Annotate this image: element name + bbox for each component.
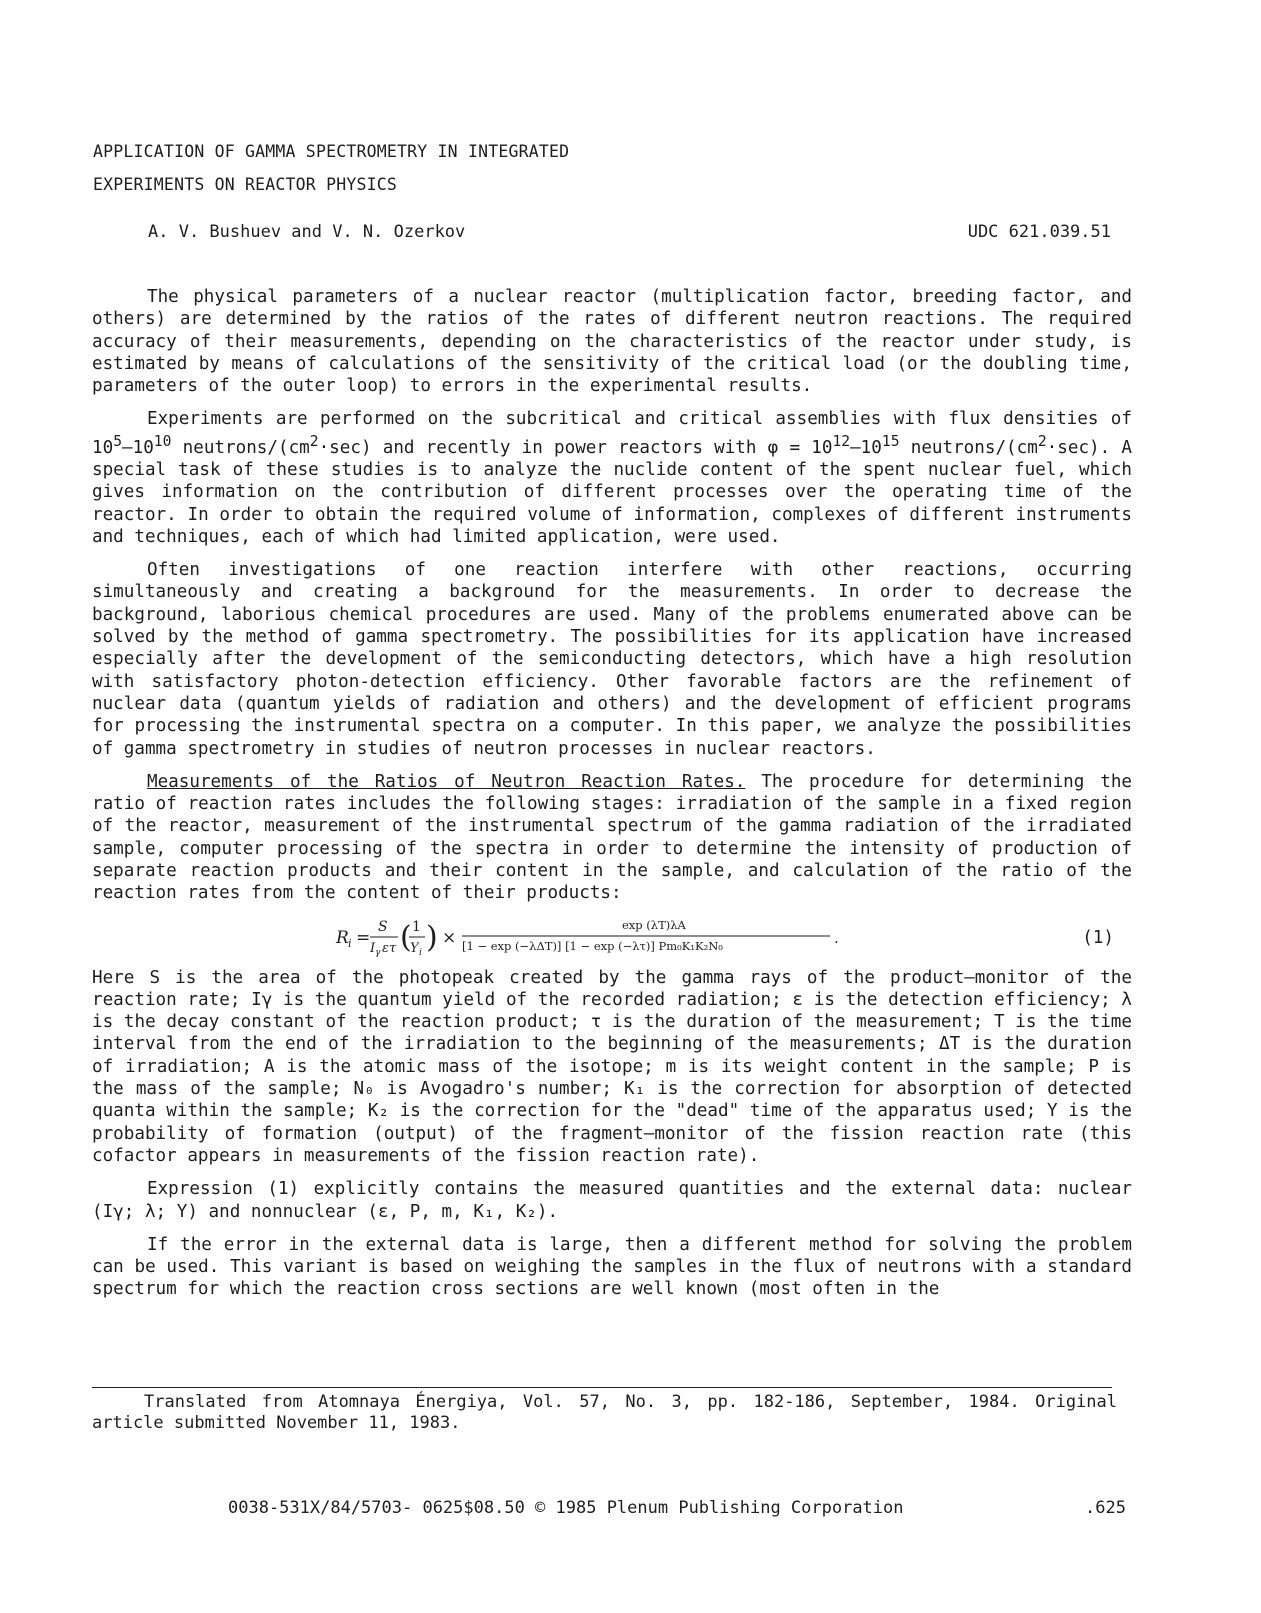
authors: A. V. Bushuev and V. N. Ozerkov: [148, 222, 466, 242]
title-line-2: EXPERIMENTS ON REACTOR PHYSICS: [93, 175, 398, 194]
page-number: .625: [1085, 1498, 1126, 1518]
svg-text:.: .: [834, 928, 839, 947]
svg-text:×: ×: [442, 927, 457, 948]
svg-text:): ): [426, 919, 438, 955]
udc-code: UDC 621.039.51: [967, 222, 1111, 242]
svg-text:i: i: [419, 947, 422, 958]
svg-text:ετ: ετ: [382, 940, 397, 956]
eq-lhs-sub: i: [348, 936, 352, 950]
paragraph-3: Often investigations of one reaction interfere with other reactions, occurring simultaneously and creating a background for the measurements. In order to decrease the background, laborious chemical procedures are used. Many of the problems enumerated above can be solved by the method of gamma spectrometry. The possibilities for its application have increased especially after the development of the semiconducting detectors, which have a high resolution with satisfactory photon-detection efficiency. Other favorable factors are the refinement of nuclear data (quantum yields of radiation and others) and the development of efficient programs for processing the instrumental spectra on a computer. In this paper, we analyze the possibilities of gamma spectrometry in studies of neutron processes in nuclear reactors.: [92, 560, 1132, 759]
eq-frac2-num: 1: [412, 918, 421, 935]
footnote: Translated from Atomnaya Énergiya, Vol. 57, No. 3, pp. 182-186, September, 1984. Original article submitted November 11, 1983.: [92, 1392, 1117, 1433]
paragraph-6: Expression (1) explicitly contains the measured quantities and the external data: nuclear (Iγ; λ; Y) and nonnuclear (ε, P, m, K₁, K₂).: [92, 1179, 1132, 1222]
paragraph-5: Here S is the area of the photopeak created by the gamma rays of the product–monitor of the reaction rate; Iγ is the quantum yield of the recorded radiation; ε is the detection efficiency; λ is the decay constant of the reaction product; τ is the duration of the measurement; T is the time interval from the end of the irradiation to the beginning of the measurements; ΔT is the duration of irradiation; A is the atomic mass of the isotope; m is its weight content in the sample; P is the mass of the sample; N₀ is Avogadro's number; K₁ is the correction for absorption of detected quanta within the sample; K₂ is the correction for the "dead" time of the apparatus used; Y is the probability of formation (output) of the fragment–monitor of the fission reaction rate (this cofactor appears in measurements of the fission reaction rate).: [92, 967, 1132, 1166]
paragraph-2: Experiments are performed on the subcritical and critical assemblies with flux densities of $10^5-10^{10}$ neutrons/$(cm^2\cdot\sec)$ and recently in power reactors with $\varphi = 10^{12}-10^{15}$ neutrons/$(cm^2\cdot\sec)$. A special task of these studies is to analyze the nuclide content of the spent nuclear fuel, which gives information on the contribution of different processes over the operating time of the reactor. In order to obtain the required volume of information, complexes of different instruments and techniques, each of which had limited application, were used.: [92, 409, 1133, 547]
section-heading: Measurements of the Ratios of Neutron Reaction Rates.: [147, 771, 746, 792]
footer-copyright: 0038-531X/84/5703- 0625$08.50 © 1985 Plenum Publishing Corporation: [228, 1498, 904, 1518]
equation-number: (1): [1082, 927, 1114, 948]
svg-text:I: I: [370, 940, 376, 956]
equation-1: [92, 913, 1132, 963]
eq-frac3-den: [1 − exp (−λΔT)] [1 − exp (−λτ)] Pm₀K₁K₂N₀: [462, 938, 723, 953]
svg-text:γ: γ: [375, 947, 381, 958]
paragraph-1: The physical parameters of a nuclear reactor (multiplication factor, breeding factor, and others) are determined by the ratios of the rates of different neutron reactions. The required accuracy of their measurements, depending on the characteristics of the reactor under study, is estimated by means of calculations of the sensitivity of the critical load (or the doubling time, parameters of the outer loop) to errors in the experimental results.: [92, 287, 1132, 397]
footnote-rule: [92, 1387, 1112, 1388]
eq-frac1-num: S: [378, 918, 388, 935]
paragraph-7: If the error in the external data is large, then a different method for solving the problem can be used. This variant is based on weighing the samples in the flux of neutrons with a standard spectrum for which the reaction cross sections are well known (most often in the: [92, 1234, 1132, 1300]
title-line-1: APPLICATION OF GAMMA SPECTROMETRY IN INTEGRATED: [93, 142, 570, 161]
equation-formula: [332, 913, 982, 963]
svg-text:(: (: [400, 919, 412, 955]
eq-lhs: R: [336, 927, 349, 948]
svg-text:=: =: [356, 927, 371, 948]
svg-text:Y: Y: [410, 940, 419, 956]
paragraph-4: Measurements of the Ratios of Neutron Reaction Rates. The procedure for determining the ratio of reaction rates includes the following stages: irradiation of the sample in a fixed region of the reactor, measurement of the instrumental spectrum of the gamma radiation of the irradiated sample, computer processing of the spectra in order to determine the intensity of production of separate reaction products and their content in the sample, and calculation of the ratio of the reaction rates from the content of their products:: [92, 771, 1132, 904]
body-text: [92, 286, 1132, 1312]
eq-frac3-num: exp (λT)λA: [622, 917, 686, 932]
